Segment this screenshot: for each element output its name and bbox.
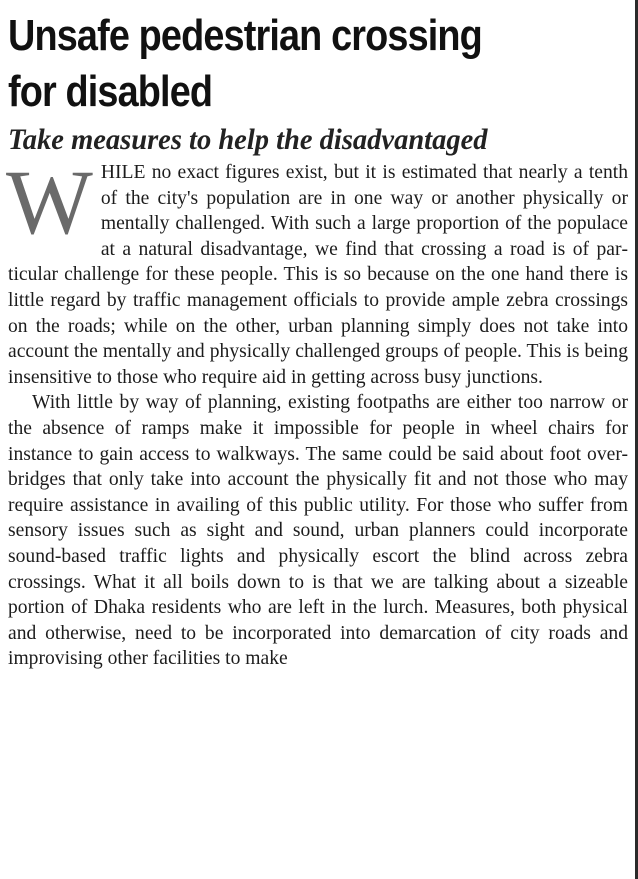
article-subheadline: Take measures to help the disadvantaged (8, 123, 488, 156)
drop-cap: W (6, 151, 93, 253)
article-headline (8, 8, 636, 120)
newspaper-article (8, 8, 628, 672)
article-paragraph-2: With little by way of planning, existing footpaths are either too narrow or the absence of ramps make it impossible for people in wheel chairs for instance to gain access to walkways. The same could be said about foot over-bridges that only take into account the physically fit and not those who may require assistance in availing of this public utility. For those who suffer from sensory issues such as sight and sound, urban planners could incorporate sound-based traffic lights and physically escort the blind across zebra crossings. What it all boils down to is that we are talking about a sizeable portion of Dhaka residents who are left in the lurch. Measures, both physical and otherwise, need to be incorporated into demarcation of city roads and improvising other facilities to make (8, 392, 628, 670)
paragraph-1-text: HILE no exact figures exist, but it is estimated that nearly a tenth of the city's population are in one way or another physically or mentally challenged. With such a large proportion of the populace at a natural disadvantage, we find that crossing a road is of particular challenge for these people. This is so because on the one hand there is little regard by traffic management officials to provide ample zebra crossings on the roads; while on the other, urban planning simply does not take into account the mentally and physically challenged groups of people. This is being insensitive to those who require aid in getting across busy junctions. (8, 162, 628, 388)
headline-line-2: for disabled (8, 67, 213, 116)
article-paragraph-1 (6, 151, 628, 390)
headline-line-1: Unsafe pedestrian crossing (8, 11, 482, 60)
